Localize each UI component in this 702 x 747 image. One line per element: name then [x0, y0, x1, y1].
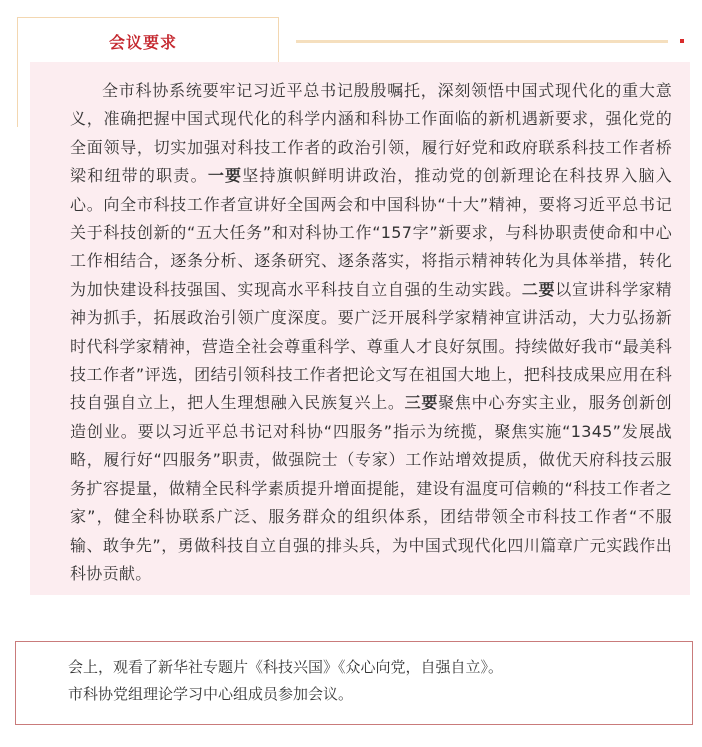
requirements-panel [30, 62, 690, 595]
requirement-marker-2: 二要 [521, 279, 556, 299]
requirement-3-text: 聚焦中心夯实主业，服务创新创造创业。要以习近平总书记对科协“四服务”指示为统揽，聚焦实施“1345”发展战略，履行好“四服务”职责，做强院士（专家）工作站增效提质，做优天府科技云服务扩容提量，做精全民科学素质提升增面提能，建设有温度可信赖的“科技工作者之家”，健全科协联系广泛、服务群众的组织体系，团结带领全市科技工作者“不服输、敢争先”，勇做科技自立自强的排头兵，为中国式现代化四川篇章广元实践作出科协贡献。 [70, 393, 672, 583]
requirement-marker-1: 一要 [207, 166, 243, 186]
requirements-intro-text: 全市科协系统要牢记习近平总书记殷殷嘱托，深刻领悟中国式现代化的重大意义，准确把握中国式现代化的科学内涵和科协工作面临的新机遇新要求，强化党的全面领导，切实加强对科技工作者的政治引领，履行好党和政府联系科技工作者桥梁和纽带的职责。 [70, 81, 672, 186]
requirement-2-text: 以宣讲科学家精神为抓手，拓展政治引领广度深度。要广泛开展科学家精神宣讲活动，大力弘扬新时代科学家精神，营造全社会尊重科学、尊重人才良好氛围。持续做好我市“最美科技工作者”评选，团结引领科技工作者把论文写在祖国大地上，把科技成果应用在科技自强自立上，把人生理想融入民族复兴上。 [70, 279, 672, 413]
section-title: 会议要求 [109, 33, 178, 52]
requirements-paragraph [70, 77, 672, 588]
requirement-1-text: 坚持旗帜鲜明讲政治，推动党的创新理论在科技界入脑入心。向全市科技工作者宣讲好全国两会和中国科协“十大”精神，要将习近平总书记关于科技创新的“五大任务”和对科协工作“157字”新要求，与科协职责使命和中心工作相结合，逐条分析、逐条研究、逐条落实，将指示精神转化为具体举措，转化为加快建设科技强国、实现高水平科技自立自强的生动实践。 [70, 166, 672, 299]
title-divider-line [296, 40, 668, 43]
meeting-note-box [15, 641, 693, 725]
meeting-note-line-1: 会上，观看了新华社专题片《科技兴国》《众心向党，自强自立》。 [68, 658, 504, 676]
divider-end-dot [680, 39, 684, 43]
requirement-marker-3: 三要 [404, 393, 439, 413]
meeting-note-line-2: 市科协党组理论学习中心组成员参加会议。 [68, 685, 354, 703]
